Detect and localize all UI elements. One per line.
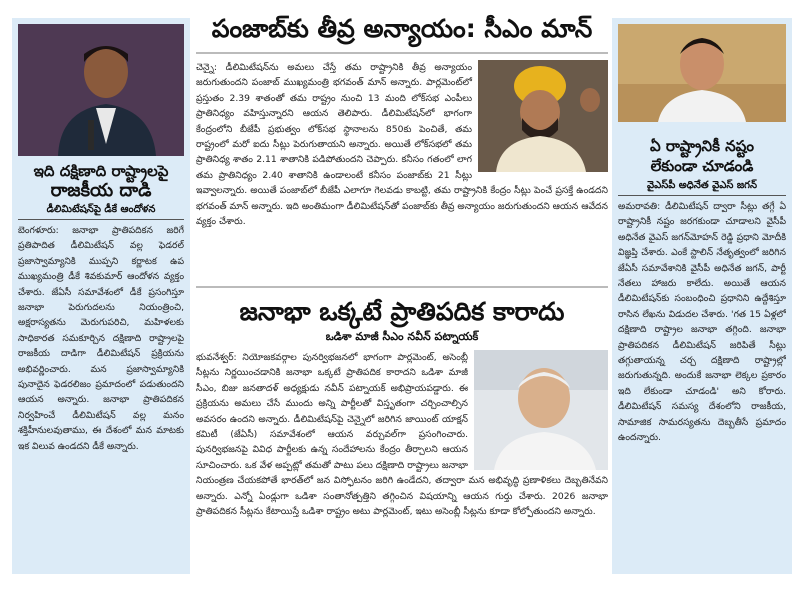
naveen-patnaik-photo	[474, 350, 608, 470]
dk-shivakumar-photo	[18, 24, 184, 156]
right-headline	[618, 136, 786, 176]
odisha-headline: జనాభా ఒక్కటే ప్రాతిపదిక కారాదు	[239, 297, 565, 326]
punjab-headline: పంజాబ్‌కు తీవ్ర అన్యాయం: సీఎం మాన్	[196, 4, 608, 54]
right-subhead: వైఎస్‌పీ అధినేత వైఎస్ జగన్	[618, 179, 786, 196]
right-headline-line2: లేకుండా చూడండి	[650, 157, 754, 175]
right-headline-line1: ఏ రాష్ట్రానికీ నష్టం	[650, 137, 754, 155]
left-headline	[18, 162, 184, 200]
left-article	[12, 18, 190, 574]
ys-jagan-photo	[618, 24, 786, 122]
odisha-subhead: ఒడిశా మాజీ సీఎం నవీన్ పట్నాయక్	[325, 330, 479, 343]
left-headline-line2: రాజకీయ దాడి	[50, 180, 152, 201]
middle-column	[196, 4, 608, 612]
left-subhead: డీలిమిటేషన్‌పై డీకే ఆందోళన	[18, 203, 184, 220]
bhagwant-mann-photo	[478, 60, 608, 172]
punjab-body-text: చెన్నై: డీలిమిటేషన్‌ను అమలు చేస్తే తమ రాష్ట్రానికి తీవ్ర అన్యాయం జరుగుతుందని పంజాబ్ ముఖ్యమంత్రి భగవంత్ మాన్ అన్నారు. పార్లమెంట్‌లో ప్రస్తుతం 2.39 శాతంతో తమ రాష్ట్రం నుంచి 13 మంది లోక్‌సభ ఎంపీలు ప్రాతినిధ్యం వహిస్తున్నారని ఆయన తెలిపారు. డీలిమిటేషన్‌లో భాగంగా కేంద్రంలోని బీజేపీ ప్రభుత్వం లోక్‌సభ స్థానాలను 850కు పెంచితే, తమ రాష్ట్రంలో మరో ఐదు సీట్లు పెరుగుతాయని అన్నారు. అయితే లోక్‌సభలో తమ ప్రాతినిధ్య శాతం 2.11 శాతానికి పడిపోతుందని చెప్పారు. కనీసం గతంలో లాగ తమ ప్రాతినిధ్యం 2.40 శాతానికి ఉండాలంటే కనీసం పంజాబ్‌కు 21 సీట్లు ఇవ్వాలన్నారు. అయితే పంజాబ్‌లో బీజేపీ ఎలాగూ గెలవడు కాబట్టి, తమ రాష్ట్రానికి కేంద్రం సీట్లు పెంచే ప్రసక్తే ఉండదని భగవంత్ మాన్ అన్నారు. ఇది అంతిమంగా డీలిమిటేషన్‌తో పంజాబ్‌కు తీవ్ర అన్యాయం జరుగుతుందని ఆయన ఆవేదన వ్యక్తం చేశారు.	[196, 62, 608, 228]
odisha-body-text: భువనేశ్వర్: నియోజకవర్గాల పునర్విభజనలో భాగంగా పార్లమెంట్, అసెంబ్లీ సీట్లను నిర్ణయించడానికి జనాభా ఒక్కటే ప్రాతిపదిక కారాదని ఒడిశా మాజీ సీఎం, బిజు జనతాదళ్ అధ్యక్షుడు నవీన్ పట్నాయక్ అభిప్రాయపడ్డారు. ఈ ప్రక్రియను అమలు చేసే ముందు అన్ని పార్టీలతో విస్తృతంగా చర్చించాల్సిన అవసరం ఉందని అన్నారు. డీలిమిటేషన్‌పై చెన్నైలో జరిగిన జాయింట్ యాక్షన్ కమిటీ (జేఏసీ) సమావేశంలో ఆయన వర్చువల్‌గా ప్రసంగించారు. పునర్విభజనపై వివిధ పార్టీలకు ఉన్న సందేహాలను కేంద్రం తీర్చాలని ఆయన సూచించారు. ఒక వేళ అప్పట్లో తమతో పాటు పలు దక్షిణాది రాష్ట్రాలు జనాభా నియంత్రణ చేయకపోతే భారత్‌లో జన విస్ఫోటనం జరిగి ఉండేదని, తద్వారా మన అభివృద్ధి ప్రణాళికలు దెబ్బతినేవని అన్నారు. ఎన్నో ఏండ్లుగా ఒడిశా సంతానోత్పత్తిని తగ్గించిన విషయాన్ని ఆయన గుర్తు చేశారు. 2026 జనాభా ప్రాతిపదికన సీట్లను కేటాయిస్తే ఒడిశా రాష్ట్రం అటు పార్లమెంట్, ఇటు అసెంబ్లీ సీట్లను కూడా కోల్పోతుందని అన్నారు.	[196, 352, 608, 518]
left-body: బెంగళూరు: జనాభా ప్రాతిపదికన జరిగే ప్రతిపాదిత డీలిమిటేషన్ వల్ల ఫెడరల్ ప్రజాస్వామ్యానికి ముప్పని కర్ణాటక ఉప ముఖ్యమంత్రి డీకే శివకుమార్ ఆందోళన వ్యక్తం చేశారు. జేఏసీ సమావేశంలో డీకే ప్రసంగిస్తూ జనాభా పెరుగుదలను నియంత్రించి, అక్షరాస్యతను మెరుగుపరిచి, మహిళలకు సాధికారత సమకూర్చిన దక్షిణాది రాష్ట్రాలపై రాజకీయ దాడిగా డీలిమిటేషన్ ప్రక్రియను అభివర్ణించారు. మన ప్రజాస్వామ్యానికి పునాదైన ఫెడరలిజం ప్రమాదంలో పడుతుందని ఆయన అన్నారు. జనాభా ప్రాతిపదికన నిర్వహించే డీలిమిటేషన్ వల్ల మనం శక్తిహీనులవుతాము, ఈ దేశంలో మన మాటకు ఇక విలువ ఉండదని డీకే అన్నారు.	[18, 225, 184, 452]
right-article	[612, 18, 792, 574]
punjab-article	[196, 60, 608, 278]
right-body: అమరావతి: డీలిమిటేషన్ ద్వారా సీట్లు తగ్గే ఏ రాష్ట్రానికీ నష్టం జరగకుండా చూడాలని వైసీపీ అధినేత వైఎస్ జగన్‌మోహన్ రెడ్డి ప్రధాని మోదీకి విజ్ఞప్తి చేశారు. ఎంకే స్టాలిన్ నేతృత్వంలో జరిగిన జేఏసీ సమావేశానికి వైసీపీ అధినేత జగన్, పార్టీ నేతలు హాజరు కాలేదు. అయితే ఆయన డీలిమిటేషన్‌కు సంబంధించి ప్రధానిని ఉద్దేశిస్తూ రాసిన లేఖను విడుదల చేశారు. 'గత 15 ఏళ్లలో దక్షిణాది రాష్ట్రాల జనాభా తగ్గింది. జనాభా ప్రాతిపదికన డీలిమిటేషన్ జరిపితే సీట్లు తగ్గుతాయన్న చర్చ దక్షిణాది రాష్ట్రాల్లో జరుగుతున్నది. అందుకే జనాభా లెక్కల ప్రకారం ఇది లేకుండా చూడండి' అని కోరారు. డీలిమిటేషన్ సమస్య దేశంలోని రాజకీయ, సామాజిక సామరస్యతను దెబ్బతీసే ప్రమాదం ఉందన్నారు.	[618, 201, 786, 444]
left-headline-line1: ఇది దక్షిణాది రాష్ట్రాలపై	[33, 162, 169, 180]
odisha-article	[196, 350, 608, 612]
